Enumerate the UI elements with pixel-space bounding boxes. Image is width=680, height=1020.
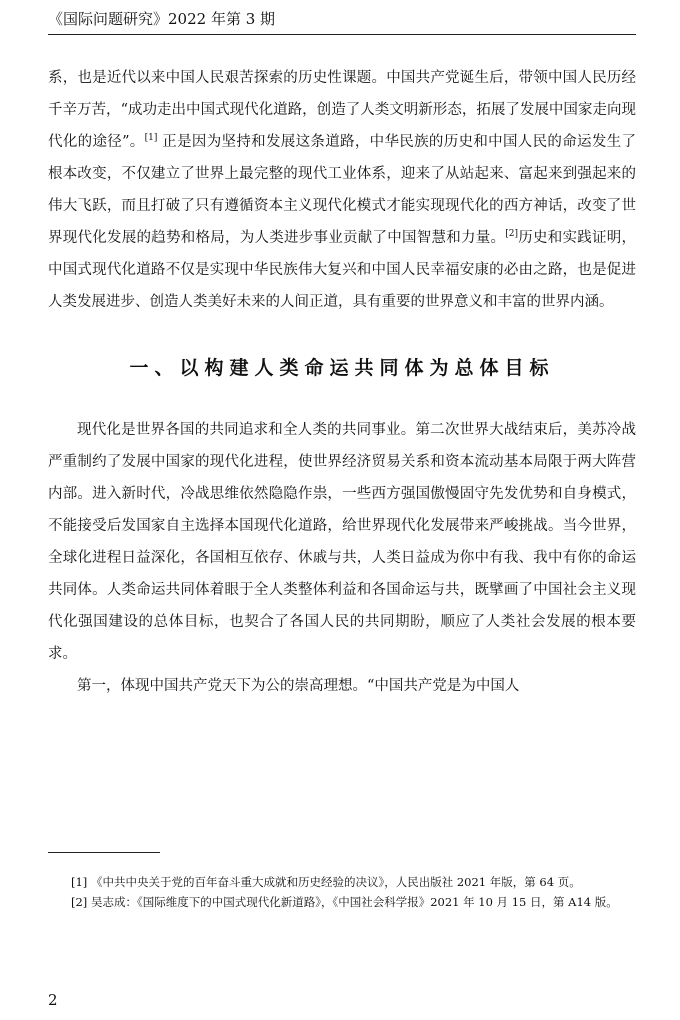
paragraph-2: 现代化是世界各国的共同追求和全人类的共同事业。第二次世界大战结束后，美苏冷战严重制约了发展中国家的现代化进程，使世界经济贸易关系和资本流动基本局限于两大阵营内部。进入新时代，冷战思维依然隐隐作祟，一些西方强国傲慢固守先发优势和自身模式，不能接受后发国家自主选择本国现代化道路，给世界现代化发展带来严峻挑战。当今世界，全球化进程日益深化，各国相互依存、休戚与共，人类日益成为你中有我、我中有你的命运共同体。人类命运共同体着眼于全人类整体利益和各国命运与共，既擘画了中国社会主义现代化强国建设的总体目标，也契合了各国人民的共同期盼，顺应了人类社会发展的根本要求。 bbox=[48, 422, 636, 662]
footnote-ref-1[interactable]: [1] bbox=[144, 133, 158, 144]
footnote-divider bbox=[48, 852, 160, 853]
footnotes bbox=[48, 872, 636, 912]
footnote-ref-2[interactable]: [2] bbox=[505, 229, 518, 240]
paragraph-1 bbox=[48, 62, 636, 318]
section-heading: 一、以构建人类命运共同体为总体目标 bbox=[129, 357, 555, 379]
article-body bbox=[48, 62, 636, 702]
footnote-2: [2] 吴志成：《国际维度下的中国式现代化新道路》，《中国社会科学报》2021 年 10 月 15 日，第 A14 版。 bbox=[71, 895, 618, 909]
page-number: 2 bbox=[48, 991, 58, 1009]
journal-header: 《国际问题研究》2022 年第 3 期 bbox=[48, 8, 636, 35]
paragraph-1-text-a: 系，也是近代以来中国人民艰苦探索的历史性课题。中国共产党诞生后，带领中国人民历经千辛万苦，“成功走出中国式现代化道路，创造了人类文明新形态，拓展了发展中国家走向现代化的途径”。 bbox=[48, 70, 636, 150]
paragraph-1-text-c: 历史和实践证明，中国式现代化道路不仅是实现中华民族伟大复兴和中国人民幸福安康的必由之路，也是促进人类发展进步、创造人类美好未来的人间正道，具有重要的世界意义和丰富的世界内涵。 bbox=[48, 230, 636, 310]
paragraph-3: 第一，体现中国共产党天下为公的崇高理想。“中国共产党是为中国人 bbox=[77, 678, 520, 694]
footnote-1: [1] 《中共中央关于党的百年奋斗重大成就和历史经验的决议》，人民出版社 2021 年版，第 64 页。 bbox=[71, 875, 581, 889]
paragraph-1-text-b: 正是因为坚持和发展这条道路，中华民族的历史和中国人民的命运发生了根本改变，不仅建立了世界上最完整的现代工业体系，迎来了从站起来、富起来到强起来的伟大飞跃，而且打破了只有遵循资本主义现代化模式才能实现现代化的西方神话，改变了世界现代化发展的趋势和格局，为人类进步事业贡献了中国智慧和力量。 bbox=[48, 134, 636, 246]
